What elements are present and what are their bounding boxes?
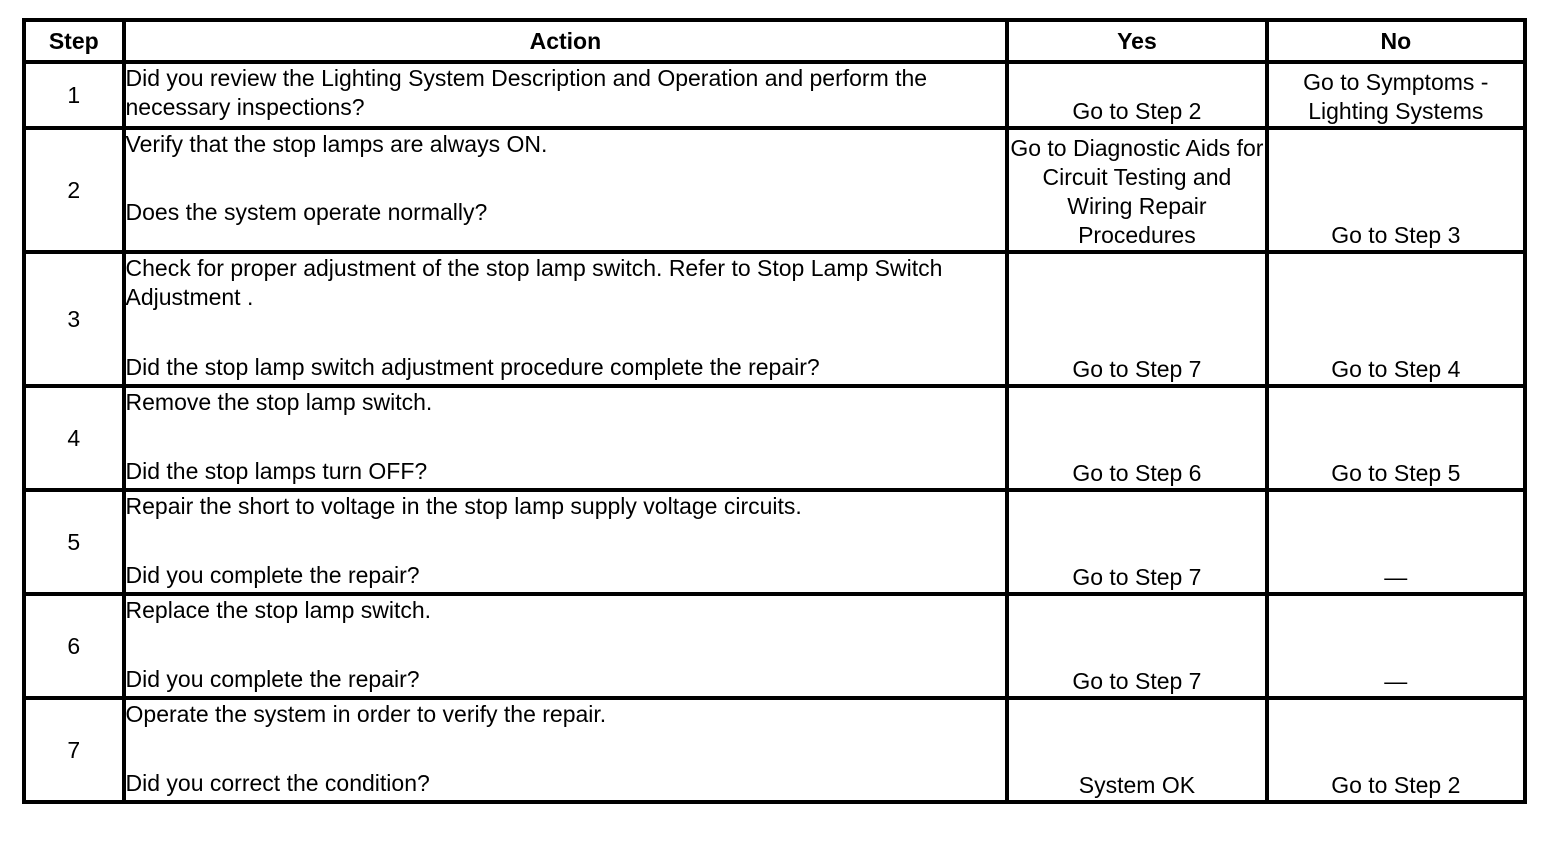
action-cell: [124, 128, 1008, 252]
table-row: [24, 386, 1525, 490]
action-instruction: Check for proper adjustment of the stop lamp switch. Refer to Stop Lamp Switch Adjustment .: [125, 255, 943, 310]
table-row: [24, 594, 1525, 698]
header-row: [24, 20, 1525, 62]
yes-result: Go to Step 7: [1007, 594, 1266, 698]
header-action: Action: [124, 20, 1008, 62]
diagnostic-table: [22, 18, 1527, 804]
step-number: 1: [24, 62, 124, 128]
yes-result: Go to Step 6: [1007, 386, 1266, 490]
table-row: [24, 128, 1525, 252]
action-cell: [124, 490, 1008, 594]
action-question: Did the stop lamps turn OFF?: [125, 458, 428, 484]
action-cell: [124, 594, 1008, 698]
yes-result: Go to Step 2: [1007, 62, 1266, 128]
action-instruction: Repair the short to voltage in the stop lamp supply voltage circuits.: [125, 493, 802, 519]
step-number: 7: [24, 698, 124, 802]
action-cell: [124, 252, 1008, 386]
no-result: —: [1267, 594, 1525, 698]
action-cell: [124, 386, 1008, 490]
action-question: Does the system operate normally?: [125, 199, 488, 225]
action-instruction: Remove the stop lamp switch.: [125, 389, 433, 415]
action-question: Did you correct the condition?: [125, 770, 430, 796]
header-no: No: [1267, 20, 1525, 62]
action-cell: [124, 698, 1008, 802]
no-result: —: [1267, 490, 1525, 594]
table-row: [24, 252, 1525, 386]
action-question: Did you complete the repair?: [125, 562, 420, 588]
no-result: Go to Step 4: [1267, 252, 1525, 386]
table-row: [24, 490, 1525, 594]
yes-result: System OK: [1007, 698, 1266, 802]
action-text: Did you review the Lighting System Description and Operation and perform the necessary inspections?: [125, 65, 928, 120]
no-result: Go to Step 3: [1267, 128, 1525, 252]
action-cell: [124, 62, 1008, 128]
step-number: 4: [24, 386, 124, 490]
action-question: Did you complete the repair?: [125, 666, 420, 692]
action-instruction: Replace the stop lamp switch.: [125, 597, 432, 623]
step-number: 5: [24, 490, 124, 594]
header-yes: Yes: [1007, 20, 1266, 62]
step-number: 2: [24, 128, 124, 252]
no-result: Go to Step 5: [1267, 386, 1525, 490]
no-result: Go to Symptoms - Lighting Systems: [1267, 62, 1525, 128]
table-row: [24, 698, 1525, 802]
table-row: [24, 62, 1525, 128]
action-question: Did the stop lamp switch adjustment procedure complete the repair?: [125, 354, 820, 380]
no-result: Go to Step 2: [1267, 698, 1525, 802]
step-number: 6: [24, 594, 124, 698]
yes-result: Go to Diagnostic Aids for Circuit Testing and Wiring Repair Procedures: [1007, 128, 1266, 252]
header-step: Step: [24, 20, 124, 62]
yes-result: Go to Step 7: [1007, 490, 1266, 594]
action-instruction: Verify that the stop lamps are always ON.: [125, 131, 548, 157]
yes-result: Go to Step 7: [1007, 252, 1266, 386]
step-number: 3: [24, 252, 124, 386]
action-instruction: Operate the system in order to verify the repair.: [125, 701, 607, 727]
